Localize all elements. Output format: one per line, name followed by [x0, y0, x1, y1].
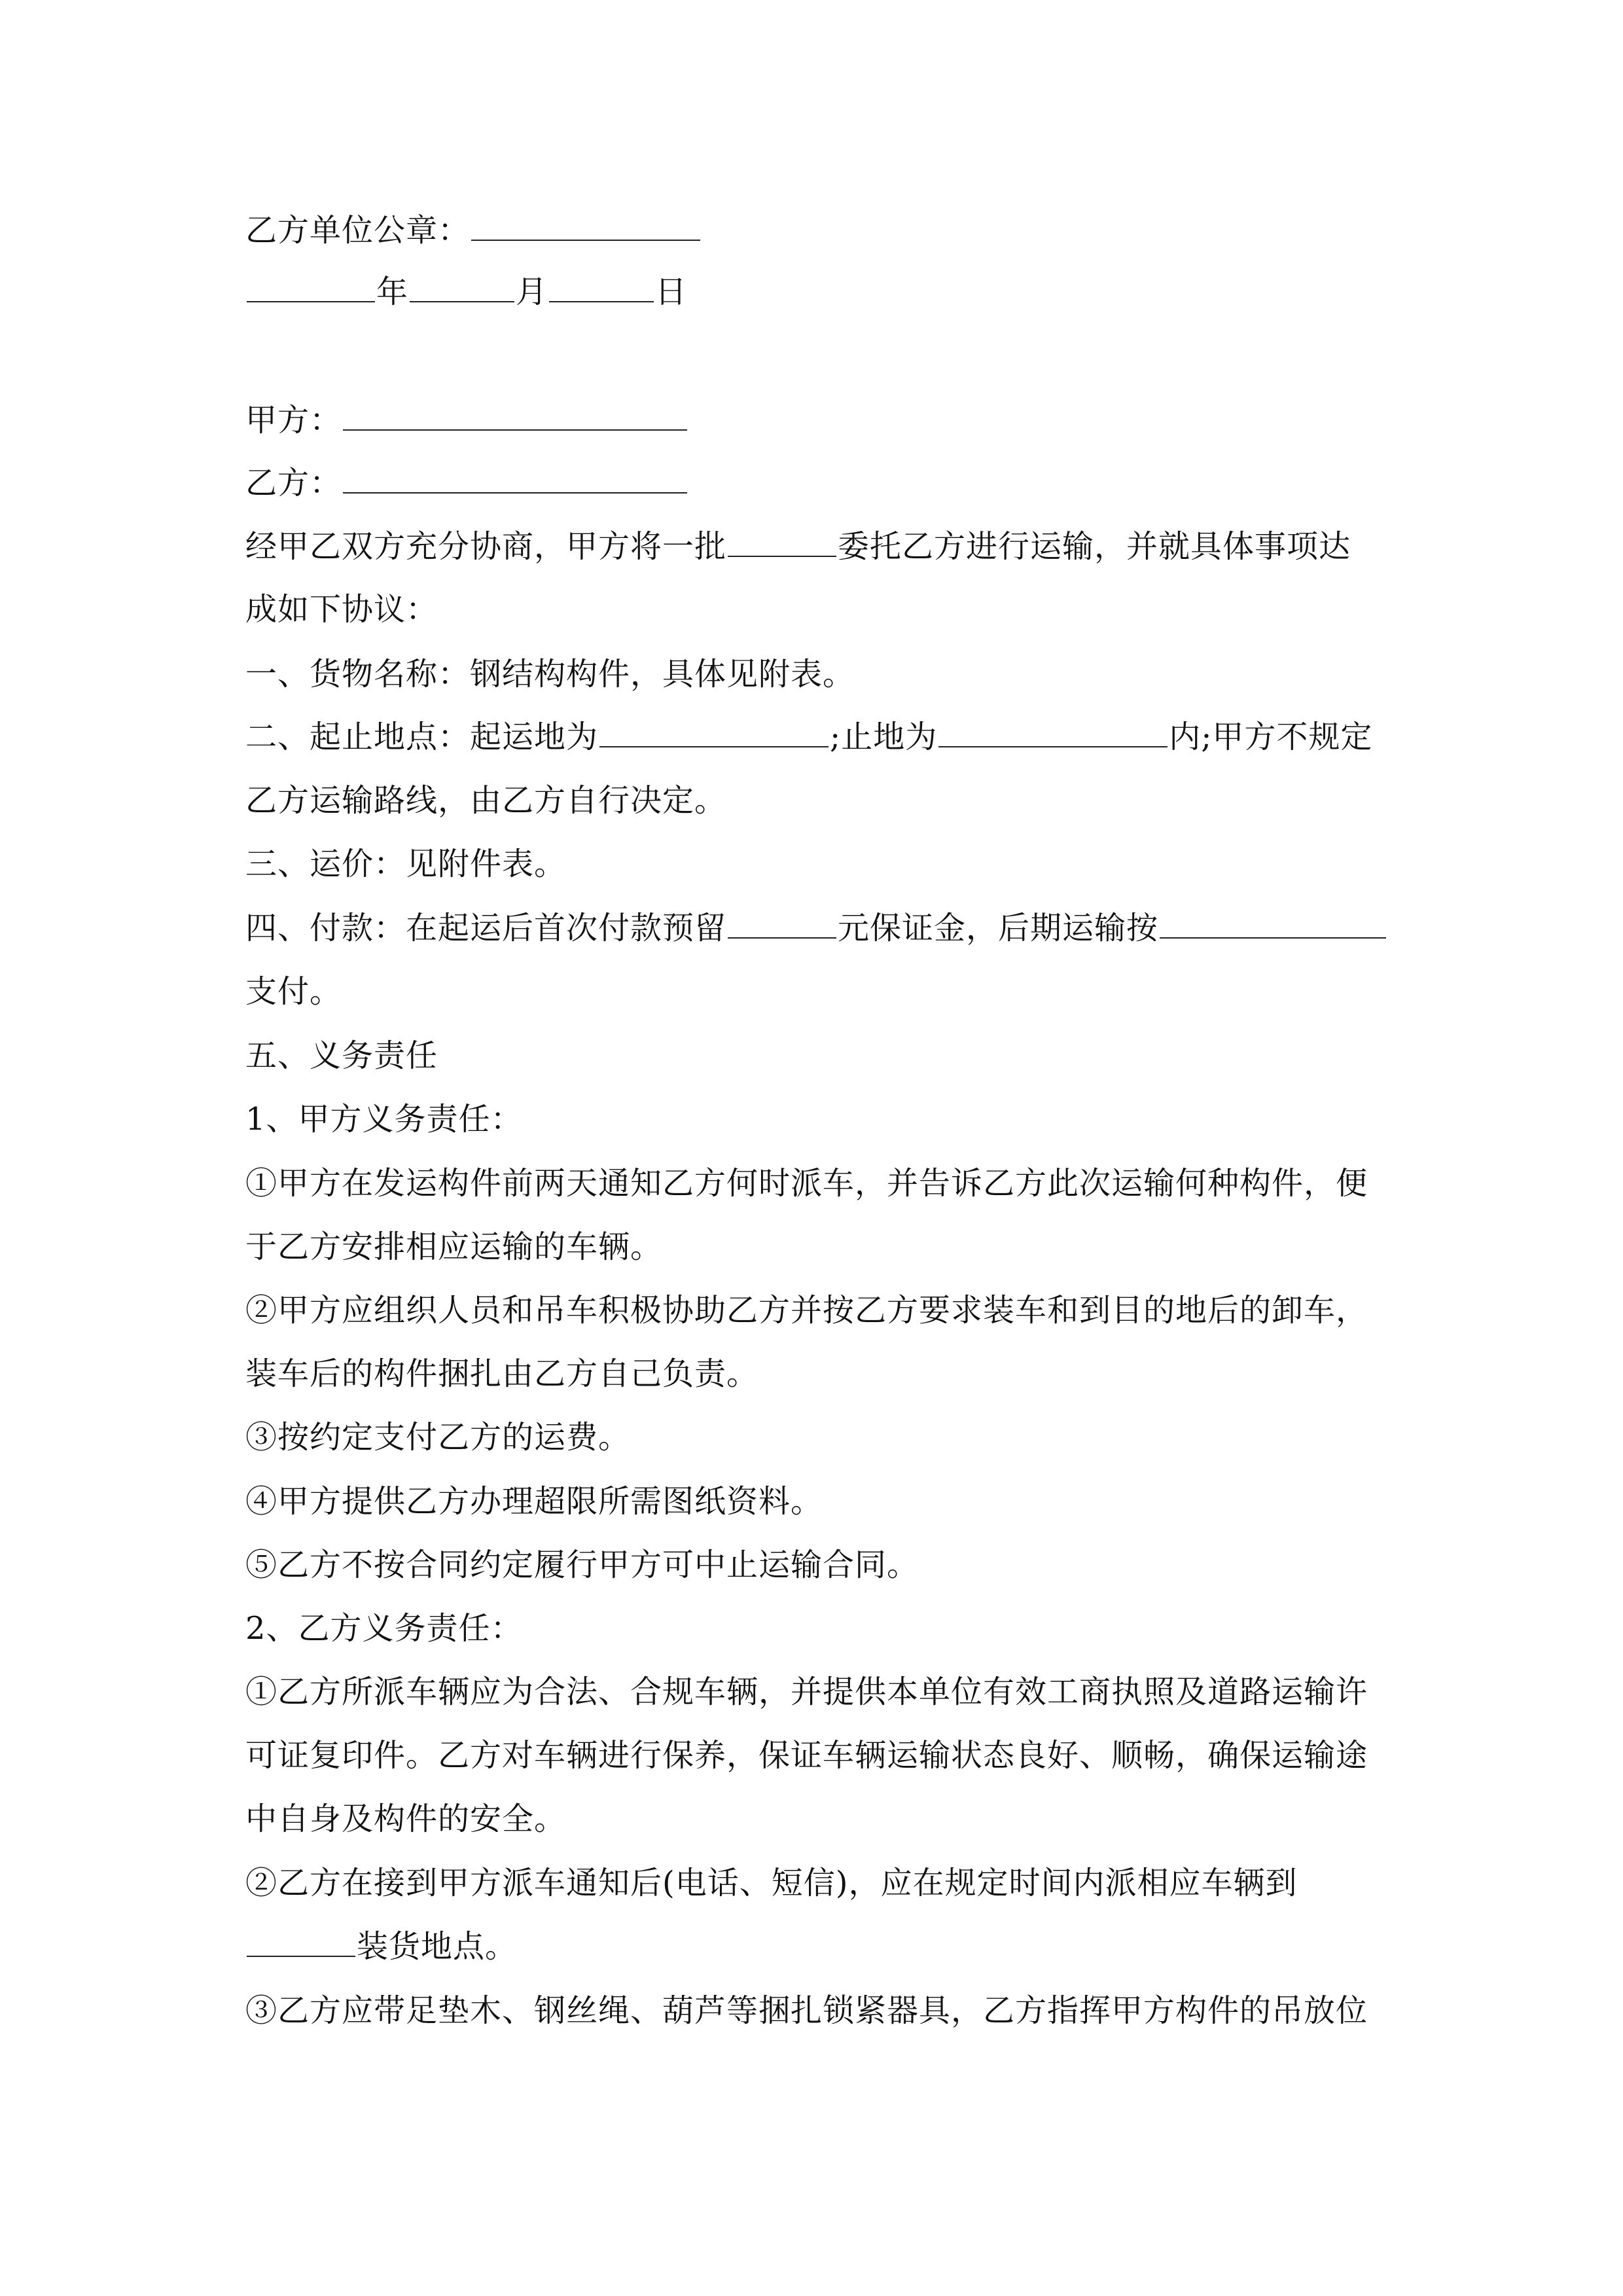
intro-text: 成如下协议：: [245, 591, 438, 628]
party-b-duty-3: [245, 1990, 1384, 2032]
party-a-duty-1-cont: [245, 1226, 1384, 1268]
clause-text: 元保证金，后期运输按: [838, 910, 1159, 946]
clause-2: [245, 716, 1384, 758]
duty-text: 于乙方安排相应运输的车辆。: [245, 1229, 663, 1265]
year-label: 年: [376, 274, 409, 310]
day-label: 日: [655, 274, 688, 310]
duty-text: ③乙方应带足垫木、钢丝绳、葫芦等捆扎锁紧器具，乙方指挥甲方构件的吊放位: [245, 1992, 1368, 2029]
goods-blank: [728, 526, 836, 557]
location-blank: [247, 1926, 355, 1957]
duty-text: ①乙方所派车辆应为合法、合规车辆，并提供本单位有效工商执照及道路运输许: [245, 1674, 1368, 1710]
party-b-blank: [343, 462, 687, 493]
party-b-duty-2: [245, 1862, 1384, 1904]
clause-text: 内;甲方不规定: [1169, 719, 1373, 755]
party-a-duty-4: [245, 1480, 1384, 1522]
party-a-duties-title: [245, 1098, 1384, 1140]
intro-text: 委托乙方进行运输，并就具体事项达: [838, 528, 1351, 565]
day-blank: [549, 271, 654, 302]
seal-blank: [471, 209, 700, 241]
intro-line-1: [245, 526, 1384, 567]
party-a-duty-5: [245, 1544, 1384, 1586]
party-b-duty-1-cont2: [245, 1798, 1384, 1840]
deposit-blank: [728, 907, 836, 939]
origin-blank: [599, 716, 829, 747]
party-a-blank: [343, 399, 687, 431]
intro-text: 经甲乙双方充分协商，甲方将一批: [245, 528, 727, 565]
duty-text: 装货地点。: [357, 1928, 518, 1965]
clause-1: [245, 653, 1384, 695]
clause-text: 二、起止地点：起运地为: [245, 719, 599, 755]
duty-text: ②乙方在接到甲方派车通知后(电话、短信)，应在规定时间内派相应车辆到: [245, 1865, 1298, 1901]
clause-text: 三、运价：见附件表。: [245, 846, 567, 882]
seal-label: 乙方单位公章：: [245, 212, 471, 249]
month-label: 月: [516, 274, 548, 310]
clause-4-cont: [245, 971, 1384, 1013]
clause-3: [245, 843, 1384, 885]
duty-text: 装车后的构件捆扎由乙方自己负责。: [245, 1355, 759, 1392]
intro-line-2: [245, 588, 1384, 630]
clause-2-cont: [245, 780, 1384, 821]
clause-text: ;止地为: [830, 719, 938, 755]
clause-text: 乙方运输路线，由乙方自行决定。: [245, 782, 727, 819]
party-a-duty-2: [245, 1289, 1384, 1331]
party-a-label: 甲方：: [245, 402, 342, 439]
section-heading: 2、乙方义务责任：: [245, 1610, 523, 1647]
clause-text: 支付。: [245, 973, 342, 1010]
party-a-line: [245, 399, 1384, 441]
clause-text: 一、货物名称：钢结构构件，具体见附表。: [245, 656, 855, 692]
party-b-label: 乙方：: [245, 465, 342, 501]
party-b-duty-2-cont: [245, 1926, 1384, 1967]
date-line: [245, 271, 1384, 313]
clause-4: [245, 907, 1384, 949]
destination-blank: [938, 716, 1168, 747]
duty-text: ①甲方在发运构件前两天通知乙方何时派车，并告诉乙方此次运输何种构件，便: [245, 1165, 1368, 1202]
clause-5: [245, 1035, 1384, 1077]
party-b-line: [245, 462, 1384, 504]
month-blank: [410, 271, 514, 302]
section-heading: 五、义务责任: [245, 1037, 438, 1074]
seal-line: [245, 209, 1384, 251]
party-b-duty-1-cont: [245, 1734, 1384, 1776]
duty-text: ④甲方提供乙方办理超限所需图纸资料。: [245, 1483, 823, 1520]
duty-text: 可证复印件。乙方对车辆进行保养，保证车辆运输状态良好、顺畅，确保运输途: [245, 1737, 1368, 1774]
party-b-duty-1: [245, 1671, 1384, 1713]
section-heading: 1、甲方义务责任：: [245, 1101, 523, 1138]
party-a-duty-1: [245, 1162, 1384, 1204]
year-blank: [247, 271, 375, 302]
clause-text: 四、付款：在起运后首次付款预留: [245, 910, 727, 946]
payment-terms-blank: [1160, 907, 1386, 939]
duty-text: ②甲方应组织人员和吊车积极协助乙方并按乙方要求装车和到目的地后的卸车，: [245, 1292, 1368, 1329]
party-b-duties-title: [245, 1607, 1384, 1649]
duty-text: ③按约定支付乙方的运费。: [245, 1419, 631, 1456]
party-a-duty-3: [245, 1416, 1384, 1458]
duty-text: ⑤乙方不按合同约定履行甲方可中止运输合同。: [245, 1547, 919, 1583]
duty-text: 中自身及构件的安全。: [245, 1801, 567, 1837]
party-a-duty-2-cont: [245, 1353, 1384, 1395]
